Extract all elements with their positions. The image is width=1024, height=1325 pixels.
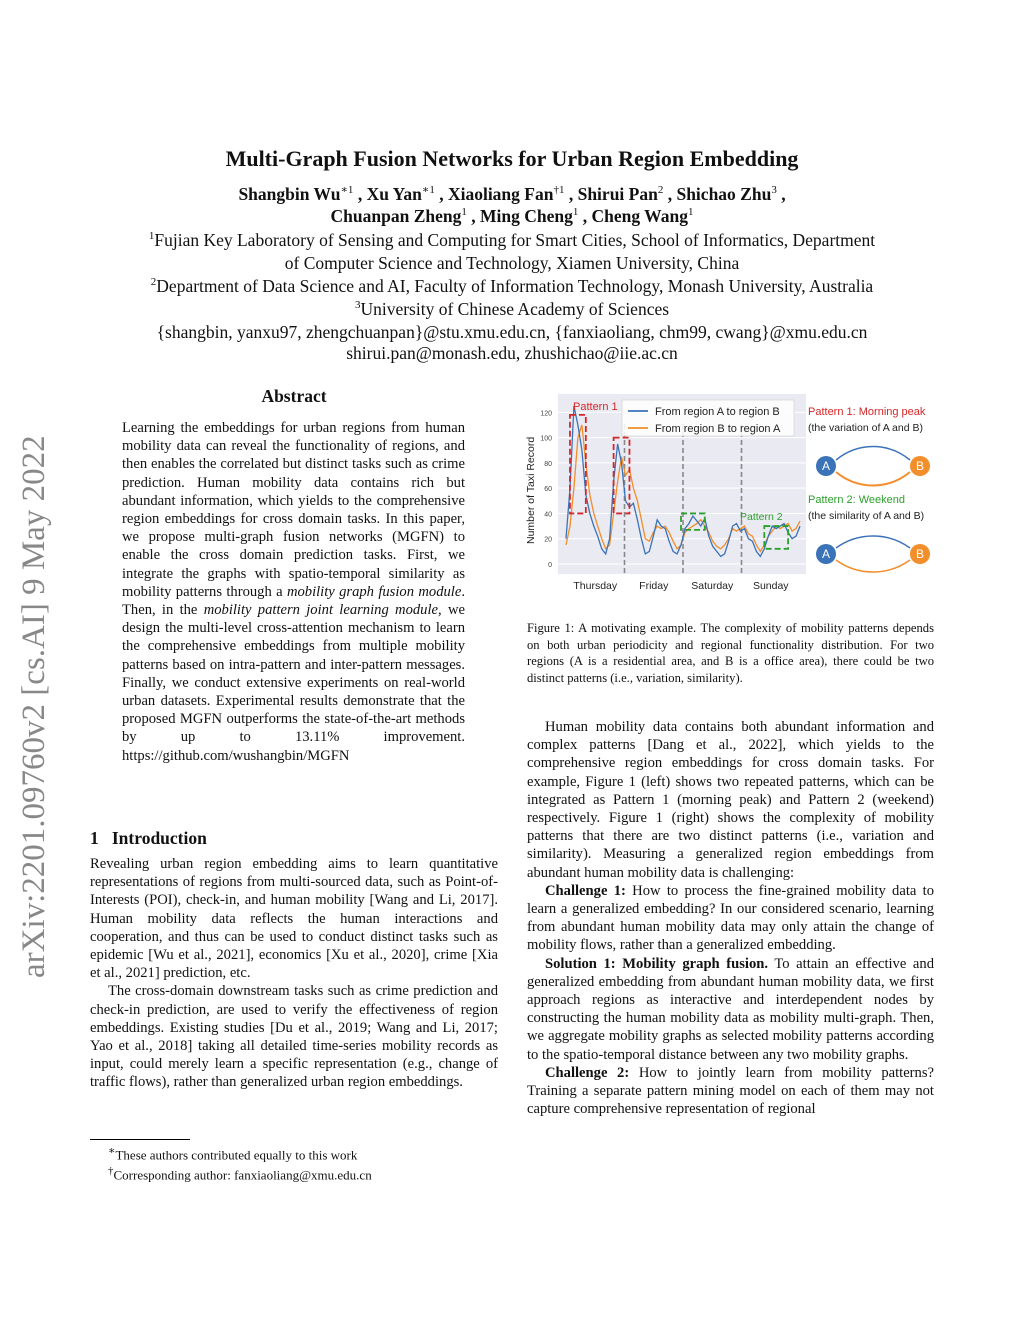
y-tick-label: 120 (540, 410, 552, 418)
figure-caption: Figure 1: A motivating example. The complexity of mobility patterns depends on both urban periodicity and regional functionality distribution. For two regions (A is a residential area, and B is a office area), there could be two distinct patterns (i.e., variation, similarity). (527, 621, 935, 685)
figure-1 (518, 390, 948, 602)
arxiv-stamp (2, 400, 56, 980)
section-heading-introduction: 1 Introduction (90, 828, 207, 848)
challenge-1: Challenge 1: How to process the fine-grained mobility data to learn a generalized embedding? In our considered scenario, learning from abundant human mobility data may only attain the change of mobility flows, rather than a generalized embedding. (527, 882, 934, 954)
paper-title: Multi-Graph Fusion Networks for Urban Region Embedding (225, 146, 799, 171)
authors-line-2: Chuanpan Zheng$^1$ , Ming Cheng$^1$ , Cheng Wang$^1$ (330, 206, 694, 226)
author: Xu Yan$^{∗1}$ (366, 183, 435, 204)
paragraph: The cross-domain downstream tasks such as crime prediction and check-in prediction, are used to verify the effectiveness of region embeddings. Existing studies [Du et al., 2019; Wang and Li, 2017; Yao et al., 2018] taking all detailed time-series mobility records as input, could merely learn a specific representation (e.g., change of traffic flows), rather than generalized urban region embeddings. (90, 983, 498, 1091)
affiliation-1-cont: of Computer Science and Technology, Xiamen University, China (284, 253, 740, 273)
footnote-rule (90, 1139, 190, 1140)
abstract-heading: Abstract (261, 386, 327, 406)
challenge-2: Challenge 2: How to jointly learn from mobility patterns? Training a separate pattern mining model on each of them may not capture comprehensive representation of regional (527, 1064, 934, 1118)
svg-text:B: B (915, 547, 925, 561)
affiliation-1: $^1$Fujian Key Laboratory of Sensing and Computing for Smart Cities, School of Informatics, Department (148, 230, 876, 250)
legend (622, 400, 794, 436)
right-column-body (527, 718, 934, 1118)
paragraph: Revealing urban region embedding aims to learn quantitative representations of regions from multi-sourced data, such as Point-of-Interests (POI), check-in, and human mobility [Wang and Li, 2017]. Human mobility data reflects the human interactions and cooperation, and thus can be used to conduct distinct tasks such as epidemic [Wu et al., 2021], economics [Xu et al., 2020], crime [Xia et al., 2021] prediction, etc. (90, 856, 498, 982)
author: Cheng Wang$^1$ (591, 206, 694, 226)
pattern-diagram (808, 406, 930, 572)
author: Shichao Zhu$^3$ (676, 183, 777, 204)
emails-line-1: {shangbin, yanxu97, zhengchuanpan}@stu.xmu.edu.cn, {fanxiaoliang, chm99, cwang}@xmu.edu.cn (156, 322, 868, 342)
pattern1-subtitle: (the variation of A and B) (808, 422, 923, 434)
author: Ming Cheng$^1$ (480, 206, 579, 226)
abstract-body: Learning the embeddings for urban regions from human mobility data can reveal the functionality of regions, and then enables the correlated but distinct tasks such as crime prediction. Human mobility data contains rich but abundant information, which yields to the comprehensive region embeddings for cross domain tasks. In this paper, we propose multi-graph fusion networks (MGFN) to enable the cross domain prediction tasks. First, we integrate the graphs with spatio-temporal similarity as mobility patterns through a mobility graph fusion module. Then, in the mobility pattern joint learning module, we design the multi-level cross-attention mechanism to learn the comprehensive embeddings from multiple mobility patterns based on intra-pattern and inter-pattern messages. Finally, we conduct extensive experiments on real-world urban datasets. Experimental results demonstrate that the proposed MGFN outperforms the state-of-the-art methods by up to 13.11% improvement. https://github.com/wushangbin/MGFN (122, 420, 465, 764)
arxiv-stamp-text: arXiv:2201.09760v2 [cs.AI] 9 May 2022 (16, 435, 52, 978)
y-tick-label: 80 (544, 460, 552, 468)
paragraph: Human mobility data contains both abundant information and complex patterns [Dang et al., 2022], which yields to the comprehensive region embeddings for cross domain tasks. For example, Figure 1 (left) shows two repeated patterns, which can be integrated as Pattern 1 (morning peak) and Pattern 2 (weekend) respectively. Figure 1 (right) shows the complexity of mobility patterns that there are two distinct patterns (i.e., variation and similarity). Measuring a generalized region embeddings from abundant human mobility data is challenging: (527, 719, 934, 881)
mobility-line-chart (525, 394, 806, 592)
x-tick-label: Thursday (573, 580, 618, 592)
author: Shirui Pan$^2$ (577, 183, 664, 204)
svg-text:A: A (821, 459, 831, 473)
svg-text:B: B (915, 459, 925, 473)
pattern1-title: Pattern 1: Morning peak (808, 406, 926, 418)
author: Xiaoliang Fan$^{\dagger 1}$ (447, 183, 565, 204)
affiliation-3: $^3$University of Chinese Academy of Sciences (354, 299, 670, 319)
pattern2-subtitle: (the similarity of A and B) (808, 510, 925, 522)
legend-series-2: From region B to region A (655, 423, 781, 435)
y-axis-label: Number of Taxi Record (525, 436, 537, 544)
y-tick-label: 0 (548, 562, 552, 569)
x-tick-label: Sunday (752, 580, 789, 592)
y-tick-label: 60 (544, 486, 552, 494)
introduction-body (90, 855, 498, 1092)
x-tick-label: Saturday (691, 580, 734, 592)
solution-1: Solution 1: Mobility graph fusion. To attain an effective and generalized embedding from abundant human mobility data, we first approach regions as interactive and interdependent nodes by constructing the human mobility data as mobility multi-graph. Then, we aggregate mobility graphs as selected mobility patterns according to the spatio-temporal distance between any two mobility graphs. (527, 955, 934, 1063)
footnote: †Corresponding author: fanxiaoliang@xmu.edu.cn (108, 1165, 372, 1183)
footnotes (108, 1143, 372, 1184)
y-tick-label: 40 (544, 511, 552, 519)
pattern2-title: Pattern 2: Weekend (808, 494, 906, 506)
pattern1-label: Pattern 1 (573, 401, 618, 413)
author: Chuanpan Zheng$^1$ (330, 206, 467, 226)
y-tick-label: 20 (544, 536, 552, 544)
legend-series-1: From region A to region B (655, 406, 780, 418)
authors-line-1: Shangbin $Wu^{∗1}$ , Xu Yan$^{∗1}$ , Xiaoliang Fan$^{\dagger 1}$ , Shirui Pan$^2$ , Shichao Zhu$^3$ , (238, 183, 786, 204)
author: Shangbin $Wu^{∗1}$ (238, 183, 354, 204)
pattern2-label: Pattern 2 (740, 511, 783, 523)
y-tick-label: 100 (540, 435, 552, 443)
footnote: ∗These authors contributed equally to this work (108, 1145, 358, 1163)
affiliation-2: $^2$Department of Data Science and AI, Faculty of Information Technology, Monash University, Australia (150, 276, 874, 296)
svg-text:A: A (821, 547, 831, 561)
emails-line-2: shirui.pan@monash.edu, zhushichao@iie.ac.cn (346, 343, 678, 363)
x-tick-label: Friday (639, 580, 669, 592)
